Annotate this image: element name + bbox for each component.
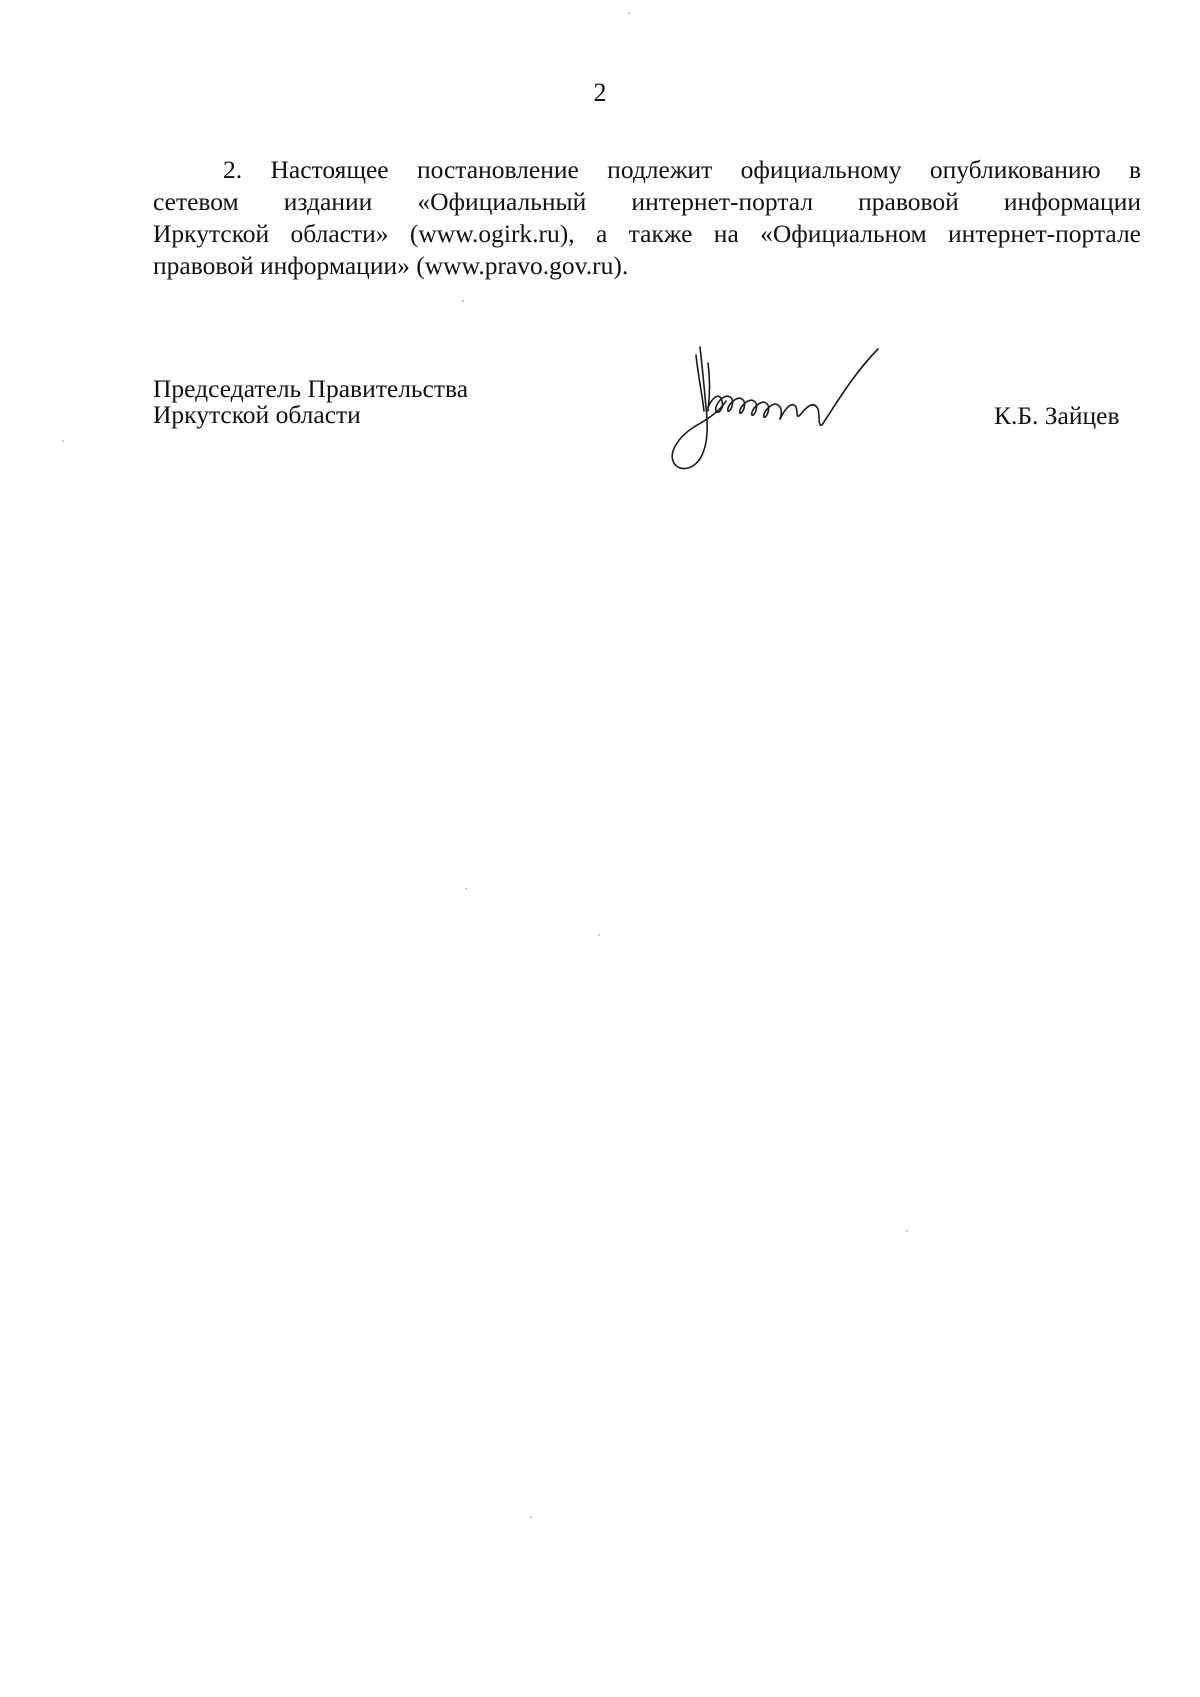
paragraph-publication bbox=[153, 154, 1141, 282]
paragraph-line: сетевом издании «Официальный интернет-портал правовой информации bbox=[153, 187, 1141, 216]
signer-title bbox=[153, 376, 468, 428]
signer-name: К.Б. Зайцев bbox=[994, 401, 1120, 430]
signer-title-line: Председатель Правительства bbox=[153, 374, 469, 403]
paragraph-line: Иркутской области» (www.ogirk.ru), а также на «Официальном интернет-портале bbox=[153, 219, 1141, 248]
signer-title-line: Иркутской области bbox=[153, 400, 361, 429]
scan-speck bbox=[465, 888, 467, 890]
paragraph-line: 2. Настоящее постановление подлежит официальному опубликованию в bbox=[223, 155, 1141, 184]
page-number: 2 bbox=[593, 78, 607, 107]
scan-speck bbox=[906, 1230, 908, 1232]
scan-speck bbox=[62, 440, 64, 442]
handwritten-signature-icon bbox=[668, 345, 918, 485]
scan-speck bbox=[628, 12, 630, 14]
paragraph-line: правовой информации» (www.pravo.gov.ru). bbox=[153, 251, 629, 280]
scan-speck bbox=[530, 1516, 532, 1518]
scan-speck bbox=[598, 934, 600, 936]
scan-speck bbox=[462, 300, 464, 302]
